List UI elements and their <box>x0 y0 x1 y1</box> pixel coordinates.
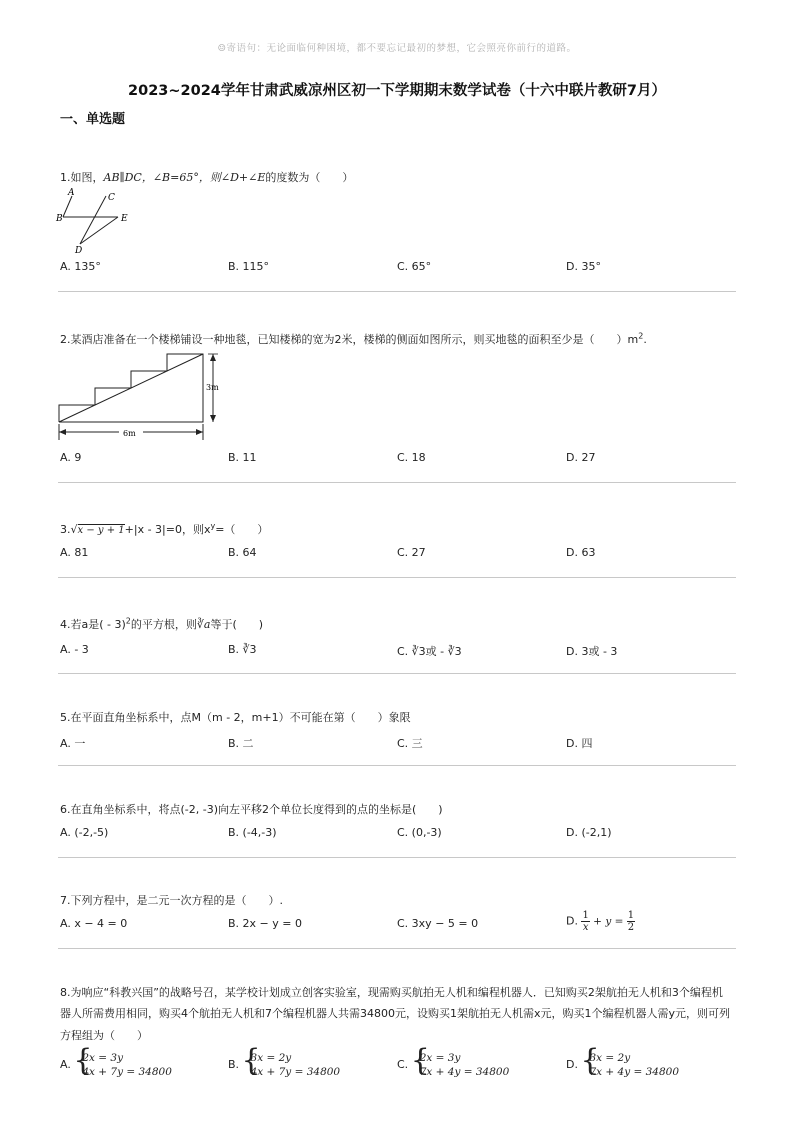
fig1-label-a: A <box>68 188 75 198</box>
divider <box>58 291 736 292</box>
question-4-stem: 4.若a是( - 3)$^2$的平方根，则∛a等于( ) <box>60 616 264 631</box>
question-8-option-a[interactable]: A. { 2x = 3y 4x + 7y = 34800 <box>60 1051 172 1079</box>
question-8-stem-line1: 8.为响应“科教兴国”的战略号召，某学校计划成立创客实验室，现需购买航拍无人机和编程机器人．已知购买2架航拍无人机和3个编程机 <box>60 986 723 999</box>
divider <box>58 482 736 483</box>
question-4-option-d[interactable]: D. 3或 - 3 <box>566 645 618 658</box>
divider <box>58 673 736 674</box>
fig2-label-height: 3m <box>206 383 219 392</box>
question-1-figure <box>55 186 135 256</box>
page-title: 2023~2024学年甘肃武威凉州区初一下学期期末数学试卷（十六中联片教研7月） <box>128 83 666 99</box>
question-2-figure <box>55 346 230 442</box>
section-heading: 一、单选题 <box>60 112 126 127</box>
question-1-stem: 1.如图，AB∥DC，∠B=65°，则∠D+∠E的度数为（ ） <box>60 171 354 184</box>
question-1-option-c[interactable]: C. 65° <box>397 260 432 273</box>
question-2-option-c[interactable]: C. 18 <box>397 451 426 464</box>
question-6-option-a[interactable]: A. (-2,-5) <box>60 826 109 839</box>
question-1-option-a[interactable]: A. 135° <box>60 260 101 273</box>
question-4-option-c[interactable]: C. ∛3或 - ∛3 <box>397 645 462 658</box>
question-3-stem: 3.√x − y + 1+|x - 3|=0，则$x^y=$（ ） <box>60 521 269 536</box>
question-3-option-b[interactable]: B. 64 <box>228 546 257 559</box>
question-4-option-b[interactable]: B. ∛3 <box>228 643 257 656</box>
fig1-label-e: E <box>121 214 128 224</box>
fig1-label-b: B <box>56 214 63 224</box>
divider <box>58 577 736 578</box>
question-3-option-a[interactable]: A. 81 <box>60 546 89 559</box>
question-2-option-d[interactable]: D. 27 <box>566 451 596 464</box>
question-8-option-d[interactable]: D. { 3x = 2y 7x + 4y = 34800 <box>566 1051 679 1079</box>
question-1-option-b[interactable]: B. 115° <box>228 260 270 273</box>
question-7-option-b[interactable]: B. 2x − y = 0 <box>228 917 302 930</box>
question-6-option-b[interactable]: B. (-4,-3) <box>228 826 277 839</box>
question-5-option-b[interactable]: B. 二 <box>228 737 254 750</box>
question-2-stem: 2.某酒店准备在一个楼梯铺设一种地毯，已知楼梯的宽为2米，楼梯的侧面如图所示，则买地毯的面积至少是（ ）$m^2$. <box>60 331 647 346</box>
question-1-option-d[interactable]: D. 35° <box>566 260 601 273</box>
divider <box>58 948 736 949</box>
question-4-option-a[interactable]: A. - 3 <box>60 643 89 656</box>
fig1-label-c: C <box>108 193 115 203</box>
question-3-option-c[interactable]: C. 27 <box>397 546 426 559</box>
divider <box>58 857 736 858</box>
question-7-option-d[interactable]: D. $\frac{1}{x}$ + y = $\frac{1}{2}$ <box>566 910 635 933</box>
question-2-option-a[interactable]: A. 9 <box>60 451 82 464</box>
question-8-option-c[interactable]: C. { 2x = 3y 7x + 4y = 34800 <box>397 1051 509 1079</box>
question-7-option-a[interactable]: A. x − 4 = 0 <box>60 917 128 930</box>
question-5-option-a[interactable]: A. 一 <box>60 737 86 750</box>
question-7-option-c[interactable]: C. 3xy − 5 = 0 <box>397 917 479 930</box>
question-5-stem: 5.在平面直角坐标系中，点M（m - 2，m+1）不可能在第（ ）象限 <box>60 711 411 724</box>
fig2-label-width: 6m <box>123 429 136 438</box>
question-8-stem-line2: 器人所需费用相同，购买4个航拍无人机和7个编程机器人共需34800元，设购买1架航拍无人机需x元，购买1个编程机器人需y元，则可列 <box>60 1007 731 1020</box>
question-5-option-d[interactable]: D. 四 <box>566 737 593 750</box>
motto-header: ☺寄语句：无论面临何种困境，都不要忘记最初的梦想，它会照亮你前行的道路。 <box>217 43 577 54</box>
question-6-option-c[interactable]: C. (0,-3) <box>397 826 442 839</box>
question-6-option-d[interactable]: D. (-2,1) <box>566 826 612 839</box>
question-6-stem: 6.在直角坐标系中，将点(-2, -3)向左平移2个单位长度得到的点的坐标是( ) <box>60 803 443 816</box>
fig1-label-d: D <box>75 246 83 256</box>
question-2-option-b[interactable]: B. 11 <box>228 451 257 464</box>
question-5-option-c[interactable]: C. 三 <box>397 737 423 750</box>
question-8-option-b[interactable]: B. { 3x = 2y 4x + 7y = 34800 <box>228 1051 340 1079</box>
divider <box>58 765 736 766</box>
question-3-option-d[interactable]: D. 63 <box>566 546 596 559</box>
question-7-stem: 7.下列方程中，是二元一次方程的是（ ）. <box>60 894 283 907</box>
question-8-stem-line3: 方程组为（ ） <box>60 1029 148 1042</box>
